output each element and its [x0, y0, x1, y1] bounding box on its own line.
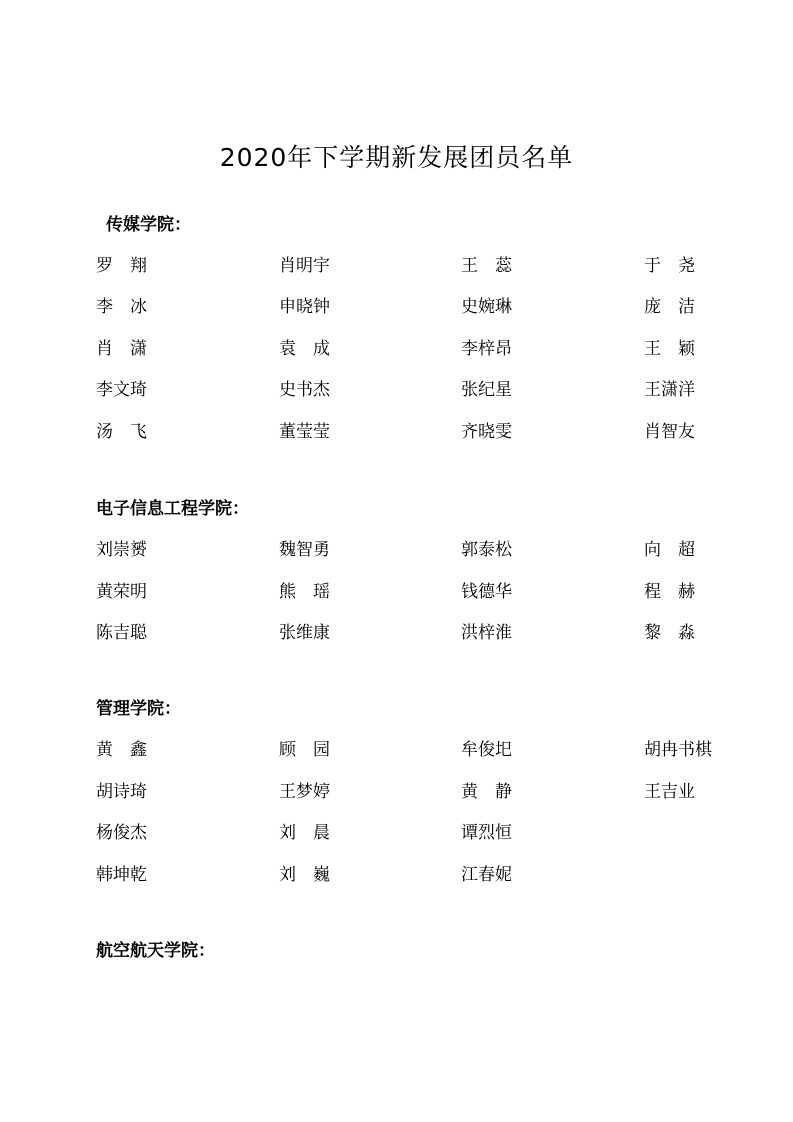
member-name: 熊 瑶 — [279, 582, 330, 602]
name-row — [0, 378, 793, 402]
section-heading: 管理学院： — [96, 699, 181, 719]
name-row — [0, 538, 793, 562]
member-name: 于 尧 — [644, 256, 695, 276]
member-name: 肖智友 — [644, 422, 695, 442]
member-name: 刘崇赟 — [96, 540, 147, 560]
member-name: 洪梓淮 — [461, 623, 512, 643]
member-name: 牟俊圯 — [461, 740, 512, 760]
member-name: 胡冉书棋 — [644, 740, 712, 760]
member-name: 黄 静 — [461, 782, 512, 802]
name-row — [0, 780, 793, 804]
member-name: 刘 巍 — [279, 865, 330, 885]
member-name: 江春妮 — [461, 865, 512, 885]
member-name: 杨俊杰 — [96, 823, 147, 843]
name-row — [0, 863, 793, 887]
member-name: 韩坤乾 — [96, 865, 147, 885]
name-row — [0, 738, 793, 762]
member-name: 刘 晨 — [279, 823, 330, 843]
member-name: 张纪星 — [461, 380, 512, 400]
member-name: 钱德华 — [461, 582, 512, 602]
member-name: 陈吉聪 — [96, 623, 147, 643]
member-name: 郭泰松 — [461, 540, 512, 560]
member-name: 顾 园 — [279, 740, 330, 760]
member-name: 肖明宇 — [279, 256, 330, 276]
member-name: 齐晓雯 — [461, 422, 512, 442]
name-row — [0, 420, 793, 444]
member-name: 程 赫 — [644, 582, 695, 602]
member-name: 庞 洁 — [644, 297, 695, 317]
member-name: 王梦婷 — [279, 782, 330, 802]
member-name: 李文琦 — [96, 380, 147, 400]
name-row — [0, 821, 793, 845]
member-name: 袁 成 — [279, 339, 330, 359]
section-heading: 传媒学院： — [106, 215, 191, 235]
member-name: 肖 潇 — [96, 339, 147, 359]
member-name: 魏智勇 — [279, 540, 330, 560]
member-name: 胡诗琦 — [96, 782, 147, 802]
member-name: 李梓昂 — [461, 339, 512, 359]
member-name: 史书杰 — [279, 380, 330, 400]
document-title: 2020年下学期新发展团员名单 — [219, 143, 574, 172]
member-name: 王 蕊 — [461, 256, 512, 276]
member-name: 王 颖 — [644, 339, 695, 359]
name-row — [0, 295, 793, 319]
section-heading: 航空航天学院： — [96, 941, 215, 961]
member-name: 史婉琳 — [461, 297, 512, 317]
member-name: 王潇洋 — [644, 380, 695, 400]
member-name: 黎 淼 — [644, 623, 695, 643]
member-name: 李 冰 — [96, 297, 147, 317]
member-name: 申晓钟 — [279, 297, 330, 317]
member-name: 董莹莹 — [279, 422, 330, 442]
member-name: 向 超 — [644, 540, 695, 560]
member-name: 黄 鑫 — [96, 740, 147, 760]
member-name: 罗 翔 — [96, 256, 147, 276]
name-row — [0, 254, 793, 278]
member-name: 张维康 — [279, 623, 330, 643]
section-heading: 电子信息工程学院： — [96, 499, 249, 519]
member-name: 汤 飞 — [96, 422, 147, 442]
name-row — [0, 337, 793, 361]
member-name: 王吉业 — [644, 782, 695, 802]
name-row — [0, 580, 793, 604]
member-name: 黄荣明 — [96, 582, 147, 602]
member-name: 谭烈恒 — [461, 823, 512, 843]
name-row — [0, 621, 793, 645]
